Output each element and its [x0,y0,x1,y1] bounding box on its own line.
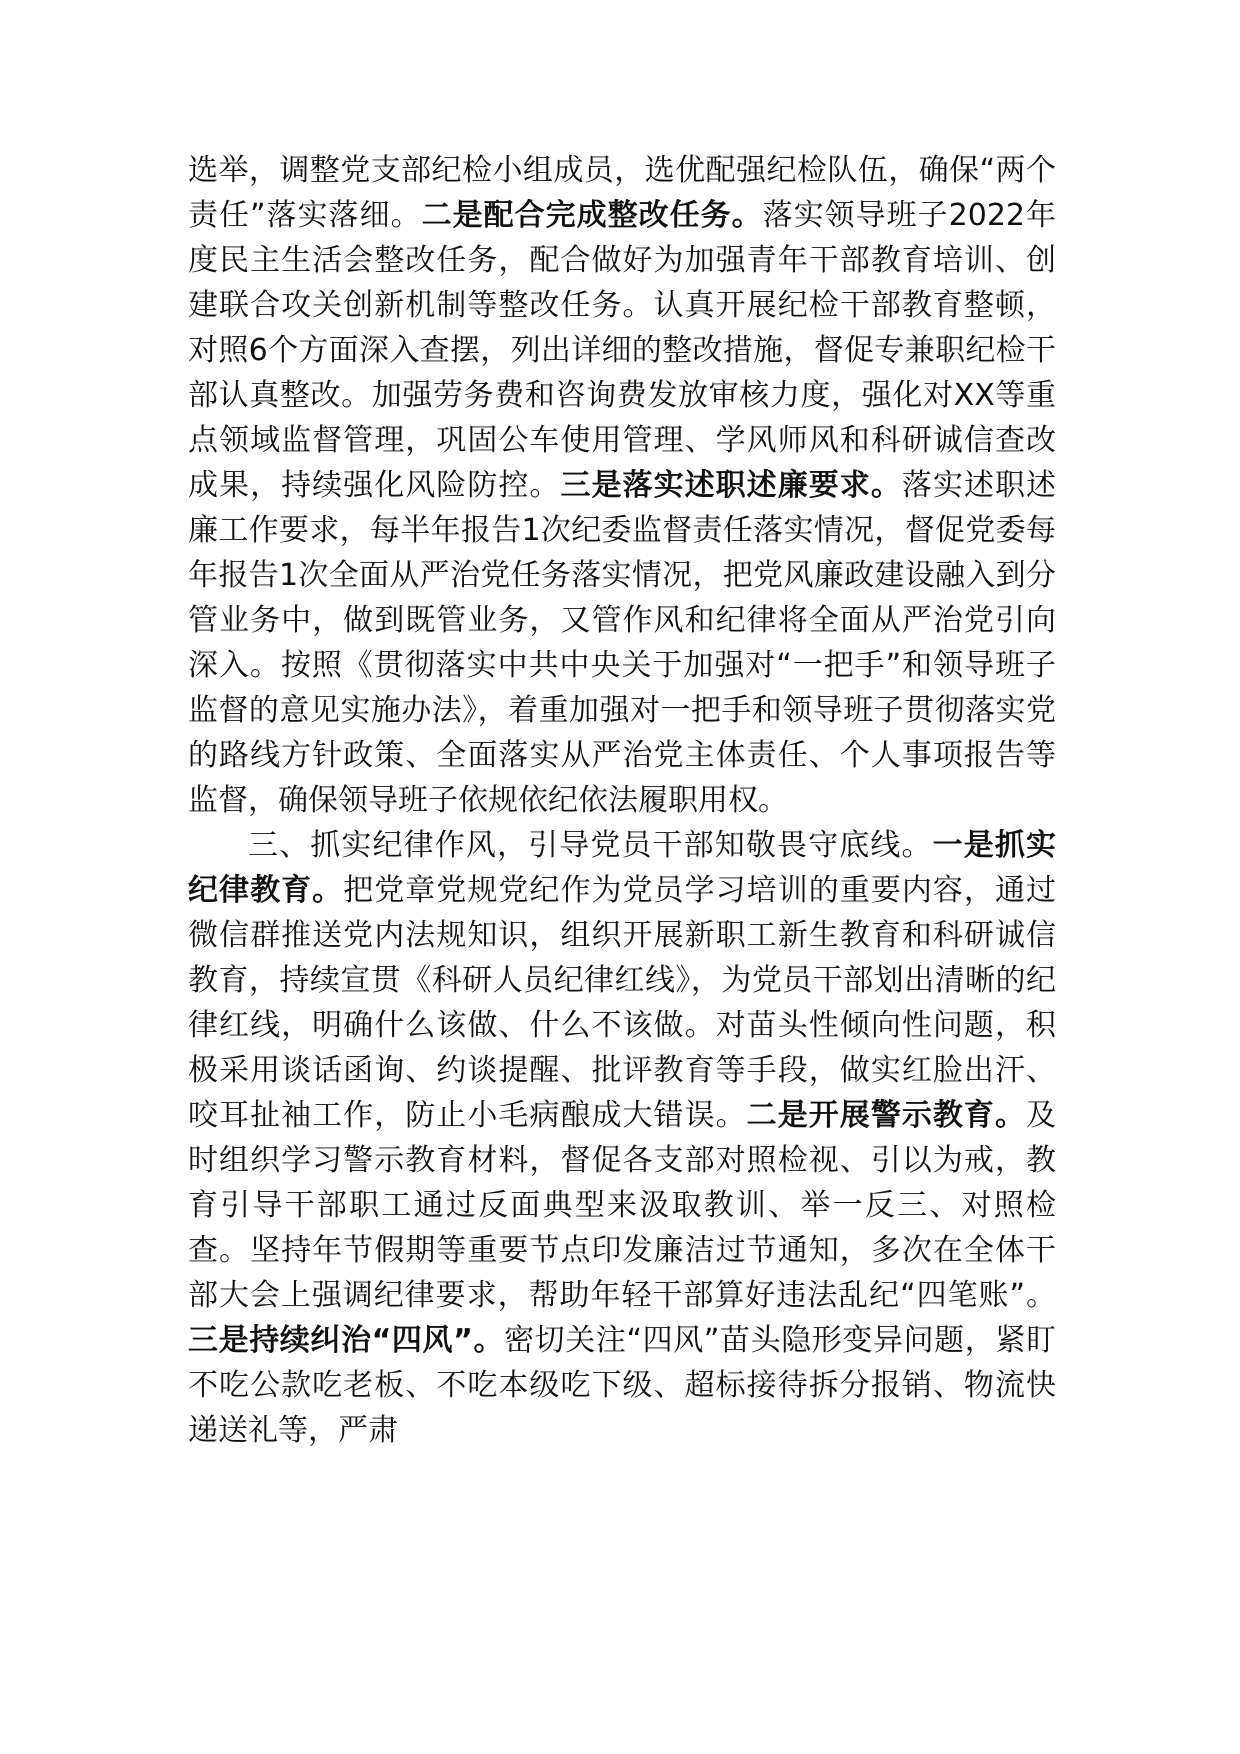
paragraph-text: 落实述职述廉工作要求，每半年报告1次纪委监督责任落实情况，督促党委每年报告1次全面从严治党任务落实情况，把党风廉政建设融入到分管业务中，做到既管业务，又管作风和纪律将全面从严治党引向深入。按照《贯彻落实中共中央关于加强对“一把手”和领导班子监督的意见实施办法》，着重加强对一把手和领导班子贯彻落实党的路线方针政策、全面落实从严治党主体责任、个人事项报告等监督，确保领导班子依规依纪依法履职用权。 [188,468,1057,818]
paragraph-text: 选举，调整党支部纪检小组成员，选优配强纪检队伍，确保“两个责任”落实落细。 [188,153,1056,233]
paragraph-text: 密切关注“四风”苗头隐形变异问题，紧盯不吃公款吃老板、不吃本级吃下级、超标接待拆分报销、物流快递送礼等，严肃 [188,1323,1056,1448]
bold-heading-text: 二是开展警示教育。 [746,1098,1027,1133]
paragraph-text: 及时组织学习警示教育材料，督促各支部对照检视、引以为戒，教育引导干部职工通过反面典型来汲取教训、举一反三、对照检查。坚持年节假期等重要节点印发廉洁过节通知，多次在全体干部大会上强调纪律要求，帮助年轻干部算好违法乱纪“四笔账”。 [188,1098,1057,1313]
paragraph-2 [188,823,1056,1453]
bold-heading-text: 三是持续纠治“四风”。 [188,1323,505,1358]
bold-heading-text: 二是配合完成整改任务。 [421,198,763,233]
section-heading-text: 三、抓实纪律作风，引导党员干部知敬畏守底线。 [248,828,933,863]
bold-heading-text: 三是落实述职述廉要求。 [560,468,902,503]
document-page [188,148,1056,1453]
paragraph-text: 把党章党规党纪作为党员学习培训的重要内容，通过微信群推送党内法规知识，组织开展新职工新生教育和科研诚信教育，持续宣贯《科研人员纪律红线》，为党员干部划出清晰的纪律红线，明确什么该做、什么不该做。对苗头性倾向性问题，积极采用谈话函询、约谈提醒、批评教育等手段，做实红脸出汗、咬耳扯袖工作，防止小毛病酿成大错误。 [188,873,1057,1133]
paragraph-1 [188,148,1056,823]
bold-heading-text: 一是抓实纪律教育。 [188,828,1057,908]
paragraph-text: 落实领导班子2022年度民主生活会整改任务，配合做好为加强青年干部教育培训、创建联合攻关创新机制等整改任务。认真开展纪检干部教育整顿，对照6个方面深入查摆，列出详细的整改措施，督促专兼职纪检干部认真整改。加强劳务费和咨询费发放审核力度，强化对XX等重点领域监督管理，巩固公车使用管理、学风师风和科研诚信查改成果，持续强化风险防控。 [188,198,1056,503]
